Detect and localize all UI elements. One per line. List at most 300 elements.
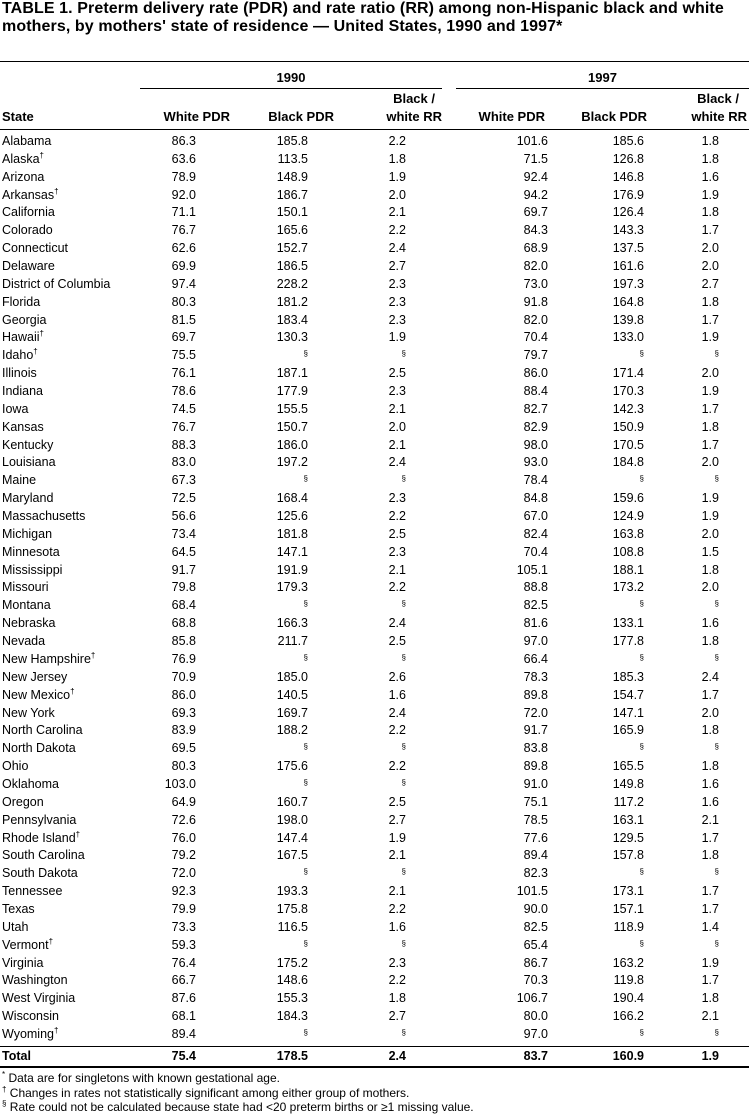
rr-1997-cell: 1.7 [701, 901, 719, 916]
white-pdr-1997-cell: 97.0 [523, 1026, 548, 1041]
state-name: District of Columbia [2, 276, 111, 291]
white-pdr-1997-cell: 67.0 [523, 509, 548, 524]
black-pdr-1990-cell: 186.5 [276, 259, 308, 274]
state-cell [2, 329, 44, 347]
state-name: New Mexico [2, 687, 71, 702]
white-pdr-1990-cell: 85.8 [171, 634, 196, 649]
white-pdr-1997-cell: 75.1 [523, 794, 548, 809]
black-pdr-1997-cell: 170.3 [612, 384, 644, 399]
table-row [0, 294, 749, 312]
state-cell [2, 740, 76, 758]
black-pdr-1990-cell: 167.5 [276, 848, 308, 863]
table-row [0, 329, 749, 347]
black-pdr-1990-cell: 140.5 [276, 687, 308, 702]
state-cell [2, 669, 67, 687]
black-pdr-1990-cell: 150.1 [276, 205, 308, 220]
white-pdr-1997-cell: 90.0 [523, 901, 548, 916]
state-name: Missouri [2, 580, 49, 595]
rr-1997-cell: 1.5 [701, 544, 719, 559]
table-row [0, 687, 749, 705]
black-pdr-1990-cell: 228.2 [276, 276, 308, 291]
footnote-mark: † [75, 829, 81, 839]
rr-1990-cell: 1.9 [388, 330, 406, 345]
rr-1990-cell: § [401, 742, 406, 752]
table-row [0, 419, 749, 437]
state-name: Delaware [2, 259, 55, 274]
white-pdr-1997-cell: 80.0 [523, 1009, 548, 1024]
state-name: Massachusetts [2, 509, 86, 524]
table-row [0, 490, 749, 508]
black-pdr-1997-cell: 139.8 [612, 312, 644, 327]
state-name: Tennessee [2, 884, 63, 899]
rr-1997-cell: 2.1 [701, 1009, 719, 1024]
state-name: New York [2, 705, 55, 720]
black-pdr-1997-cell: 142.3 [612, 401, 644, 416]
state-cell [2, 919, 28, 937]
black-pdr-1997-cell: 146.8 [612, 169, 644, 184]
rr-1997-cell: 1.8 [701, 562, 719, 577]
state-cell [2, 365, 37, 383]
rr-1990-cell: 2.3 [388, 544, 406, 559]
rr-1990-cell: 2.6 [388, 669, 406, 684]
white-pdr-1990-cell: 62.6 [171, 241, 196, 256]
white-pdr-1997-cell: 82.4 [523, 526, 548, 541]
rr-1990-cell: 2.2 [388, 759, 406, 774]
rr-1997-cell: 2.0 [701, 241, 719, 256]
white-pdr-1997-cell: 66.4 [523, 651, 548, 666]
state-cell [2, 794, 44, 812]
rr-1997-cell: 2.0 [701, 366, 719, 381]
white-pdr-1990-cell: 69.5 [171, 741, 196, 756]
rr-1997-cell: 1.9 [701, 509, 719, 524]
state-name: South Dakota [2, 866, 78, 881]
white-pdr-1990-cell: 89.4 [171, 1026, 196, 1041]
state-name: Florida [2, 294, 41, 309]
footnote-symbol: § [2, 1099, 7, 1108]
white-pdr-1997-cell: 91.7 [523, 723, 548, 738]
white-pdr-1997-cell: 82.0 [523, 312, 548, 327]
white-pdr-1990-cell: 73.3 [171, 919, 196, 934]
rr-1997-cell: 1.7 [701, 884, 719, 899]
state-name: Rhode Island [2, 830, 76, 845]
state-name: Utah [2, 919, 29, 934]
rr-1997-cell: 2.1 [701, 812, 719, 827]
state-cell [2, 651, 95, 669]
table-row [0, 312, 749, 330]
black-pdr-1990-cell: 191.9 [276, 562, 308, 577]
white-pdr-1997-cell: 81.6 [523, 616, 548, 631]
white-pdr-1990-cell: 76.7 [171, 223, 196, 238]
rr-1997-cell: 1.8 [701, 723, 719, 738]
black-pdr-1997-cell: 185.6 [612, 134, 644, 148]
white-pdr-1990-cell: 79.8 [171, 580, 196, 595]
white-pdr-1997-cell: 101.5 [516, 884, 548, 899]
white-pdr-1990-cell: 76.1 [171, 366, 196, 381]
header-1990-white-pdr: White PDR [163, 109, 230, 124]
table-row [0, 579, 749, 597]
black-pdr-1990-cell: 178.5 [276, 1048, 308, 1063]
rr-1990-cell: § [401, 652, 406, 662]
rr-1997-cell: 1.8 [701, 151, 719, 166]
state-name: Alabama [2, 134, 52, 148]
footnote-mark: † [33, 347, 38, 357]
rr-1997-cell: 1.9 [701, 955, 719, 970]
white-pdr-1990-cell: 64.5 [171, 544, 196, 559]
header-1997-black-pdr: Black PDR [581, 109, 647, 124]
black-pdr-1997-cell: § [639, 938, 644, 948]
black-pdr-1997-cell: 184.8 [612, 455, 644, 470]
rr-1997-cell: 2.4 [701, 669, 719, 684]
black-pdr-1990-cell: 188.2 [276, 723, 308, 738]
black-pdr-1990-cell: 147.1 [276, 544, 308, 559]
rr-1997-cell: 1.9 [701, 330, 719, 345]
black-pdr-1990-cell: § [303, 349, 308, 359]
table-row [0, 705, 749, 723]
state-cell [2, 240, 68, 258]
state-cell [2, 258, 55, 276]
table-body [0, 133, 749, 1066]
table-row [0, 847, 749, 865]
black-pdr-1990-cell: 165.6 [276, 223, 308, 238]
black-pdr-1997-cell: 117.2 [613, 794, 644, 809]
black-pdr-1997-cell: 157.1 [612, 901, 644, 916]
white-pdr-1990-cell: 73.4 [171, 526, 196, 541]
state-cell [2, 597, 51, 615]
black-pdr-1990-cell: 113.5 [277, 151, 308, 166]
state-cell [2, 633, 45, 651]
rr-1997-cell: § [714, 1027, 719, 1037]
bottom-rule [0, 1066, 749, 1068]
state-name: South Carolina [2, 848, 85, 863]
white-pdr-1997-cell: 88.4 [523, 384, 548, 399]
table-row [0, 883, 749, 901]
white-pdr-1990-cell: 68.4 [171, 598, 196, 613]
header-state: State [2, 109, 34, 124]
white-pdr-1997-cell: 73.0 [523, 276, 548, 291]
white-pdr-1997-cell: 94.2 [523, 187, 548, 202]
state-cell [2, 508, 85, 526]
state-cell [2, 722, 83, 740]
table-row [0, 865, 749, 883]
white-pdr-1997-cell: 77.6 [523, 830, 548, 845]
white-pdr-1990-cell: 78.6 [171, 384, 196, 399]
black-pdr-1990-cell: § [303, 1027, 308, 1037]
table-row [0, 240, 749, 258]
black-pdr-1997-cell: § [639, 474, 644, 484]
footnote [2, 1100, 474, 1115]
black-pdr-1997-cell: 161.6 [612, 259, 644, 274]
white-pdr-1997-cell: 70.3 [523, 973, 548, 988]
table-row [0, 258, 749, 276]
black-pdr-1990-cell: 185.8 [276, 134, 308, 148]
table-row [0, 204, 749, 222]
rr-1997-cell: 1.8 [701, 294, 719, 309]
black-pdr-1990-cell: 193.3 [276, 884, 308, 899]
group-1997-underline [456, 88, 749, 89]
white-pdr-1997-cell: 101.6 [516, 134, 548, 148]
black-pdr-1990-cell: 175.8 [276, 901, 308, 916]
rr-1997-cell: 1.9 [701, 1048, 719, 1063]
state-name: Georgia [2, 312, 47, 327]
black-pdr-1997-cell: § [639, 867, 644, 877]
white-pdr-1997-cell: 92.4 [523, 169, 548, 184]
rr-1997-cell: 1.9 [701, 384, 719, 399]
table-row [0, 740, 749, 758]
black-pdr-1997-cell: 124.9 [612, 509, 644, 524]
white-pdr-1990-cell: 75.5 [171, 348, 196, 363]
black-pdr-1997-cell: 171.4 [612, 366, 644, 381]
black-pdr-1990-cell: 197.2 [276, 455, 308, 470]
table-row [0, 169, 749, 187]
rr-1990-cell: 2.4 [388, 705, 406, 720]
black-pdr-1997-cell: 163.8 [612, 526, 644, 541]
table-row [0, 990, 749, 1008]
state-cell [2, 222, 53, 240]
table-total-row [0, 1048, 749, 1066]
state-name: Vermont [2, 937, 49, 952]
rr-1997-cell: 1.7 [701, 312, 719, 327]
rr-1997-cell: 1.9 [701, 187, 719, 202]
rr-1997-cell: 1.6 [701, 169, 719, 184]
white-pdr-1997-cell: 82.7 [523, 401, 548, 416]
rr-1990-cell: 1.8 [388, 991, 406, 1006]
black-pdr-1997-cell: 163.1 [612, 812, 644, 827]
black-pdr-1990-cell: 150.7 [276, 419, 308, 434]
black-pdr-1990-cell: 186.0 [276, 437, 308, 452]
footnote-text: Changes in rates not statistically significant among either group of mothers. [6, 1085, 410, 1100]
black-pdr-1997-cell: 166.2 [612, 1009, 644, 1024]
rr-1997-cell: 1.8 [701, 205, 719, 220]
rr-1990-cell: 1.6 [388, 919, 406, 934]
state-cell [2, 812, 76, 830]
state-name: Mississippi [2, 562, 63, 577]
header-1997-white-pdr: White PDR [478, 109, 545, 124]
white-pdr-1990-cell: 80.3 [171, 294, 196, 309]
black-pdr-1990-cell: 179.3 [276, 580, 308, 595]
state-name: Wisconsin [2, 1009, 59, 1024]
rr-1997-cell: 1.7 [701, 687, 719, 702]
rr-1990-cell: § [401, 1027, 406, 1037]
state-cell [2, 472, 36, 490]
black-pdr-1997-cell: 165.9 [612, 723, 644, 738]
black-pdr-1997-cell: § [639, 652, 644, 662]
black-pdr-1990-cell: 211.7 [277, 634, 308, 649]
rr-1990-cell: 2.2 [388, 134, 406, 148]
white-pdr-1990-cell: 69.3 [171, 705, 196, 720]
white-pdr-1997-cell: 78.4 [523, 473, 548, 488]
state-cell [2, 294, 40, 312]
state-name: Connecticut [2, 241, 69, 256]
rr-1990-cell: 2.7 [388, 259, 406, 274]
table-row [0, 955, 749, 973]
black-pdr-1997-cell: 160.9 [612, 1048, 644, 1063]
state-cell [2, 544, 60, 562]
table-row [0, 365, 749, 383]
table-row [0, 794, 749, 812]
rr-1990-cell: § [401, 474, 406, 484]
state-cell [2, 276, 110, 294]
table-row [0, 919, 749, 937]
rr-1990-cell: 2.1 [388, 437, 406, 452]
footnote-symbol: † [2, 1084, 7, 1094]
white-pdr-1997-cell: 98.0 [523, 437, 548, 452]
rr-1990-cell: 2.4 [388, 616, 406, 631]
top-rule [0, 61, 749, 62]
black-pdr-1997-cell: 188.1 [612, 562, 644, 577]
rr-1990-cell: § [401, 349, 406, 359]
table-row [0, 187, 749, 205]
black-pdr-1997-cell: 157.8 [612, 848, 644, 863]
rr-1997-cell: 2.0 [701, 259, 719, 274]
state-cell [2, 847, 85, 865]
black-pdr-1990-cell: § [303, 599, 308, 609]
state-name: Louisiana [2, 455, 56, 470]
black-pdr-1997-cell: 177.8 [612, 634, 644, 649]
rr-1990-cell: 2.2 [388, 901, 406, 916]
white-pdr-1990-cell: 79.2 [171, 848, 196, 863]
state-cell [2, 955, 43, 973]
state-name: Alaska [2, 151, 40, 166]
rr-1990-cell: 2.3 [388, 384, 406, 399]
table-row [0, 830, 749, 848]
state-cell [2, 758, 28, 776]
rr-1990-cell: § [401, 777, 406, 787]
state-name: Texas [2, 901, 35, 916]
state-cell [2, 972, 68, 990]
white-pdr-1997-cell: 89.4 [523, 848, 548, 863]
black-pdr-1997-cell: § [639, 349, 644, 359]
black-pdr-1990-cell: 168.4 [276, 491, 308, 506]
footnote-mark: † [54, 186, 59, 196]
rr-1990-cell: § [401, 938, 406, 948]
table-row [0, 937, 749, 955]
black-pdr-1997-cell: § [639, 599, 644, 609]
state-name: Michigan [2, 526, 53, 541]
table-row [0, 758, 749, 776]
white-pdr-1997-cell: 97.0 [523, 634, 548, 649]
black-pdr-1990-cell: § [303, 474, 308, 484]
black-pdr-1990-cell: 187.1 [276, 366, 308, 381]
white-pdr-1997-cell: 84.8 [523, 491, 548, 506]
black-pdr-1997-cell: 126.4 [612, 205, 644, 220]
rr-1997-cell: 1.8 [701, 634, 719, 649]
state-cell [2, 1008, 59, 1026]
rr-1990-cell: 2.0 [388, 187, 406, 202]
table-row [0, 347, 749, 365]
rr-1997-cell: 1.6 [701, 794, 719, 809]
black-pdr-1990-cell: 130.3 [276, 330, 308, 345]
white-pdr-1997-cell: 91.0 [523, 776, 548, 791]
black-pdr-1990-cell: 177.9 [276, 384, 308, 399]
black-pdr-1990-cell: § [303, 742, 308, 752]
black-pdr-1997-cell: 129.5 [612, 830, 644, 845]
black-pdr-1997-cell: 147.1 [612, 705, 644, 720]
state-name: North Carolina [2, 723, 83, 738]
white-pdr-1997-cell: 78.5 [523, 812, 548, 827]
black-pdr-1990-cell: 155.5 [276, 401, 308, 416]
white-pdr-1990-cell: 80.3 [171, 759, 196, 774]
rr-1997-cell: 2.7 [701, 276, 719, 291]
rr-1990-cell: 2.3 [388, 312, 406, 327]
white-pdr-1997-cell: 93.0 [523, 455, 548, 470]
rr-1990-cell: § [401, 599, 406, 609]
white-pdr-1990-cell: 103.0 [164, 776, 196, 791]
white-pdr-1997-cell: 84.3 [523, 223, 548, 238]
state-name: Washington [2, 973, 68, 988]
white-pdr-1990-cell: 70.9 [171, 669, 196, 684]
table-row [0, 472, 749, 490]
state-cell [2, 312, 46, 330]
table-row [0, 562, 749, 580]
rr-1997-cell: 1.6 [701, 616, 719, 631]
white-pdr-1997-cell: 69.7 [523, 205, 548, 220]
rr-1990-cell: 2.5 [388, 366, 406, 381]
group-1990-underline [140, 88, 442, 89]
header-1990-rr-line1: Black / [393, 91, 435, 106]
footnote-mark: † [90, 650, 96, 660]
footnote-mark: † [39, 329, 44, 339]
black-pdr-1990-cell: 148.6 [276, 973, 308, 988]
group-1997-label: 1997 [588, 70, 617, 85]
white-pdr-1990-cell: 69.9 [171, 259, 196, 274]
table-row [0, 597, 749, 615]
white-pdr-1990-cell: 92.3 [171, 884, 196, 899]
state-name: Hawaii [2, 330, 40, 345]
white-pdr-1990-cell: 86.0 [171, 687, 196, 702]
rr-1990-cell: 2.1 [388, 848, 406, 863]
black-pdr-1990-cell: 166.3 [276, 616, 308, 631]
state-name: Pennsylvania [2, 812, 77, 827]
black-pdr-1990-cell: 184.3 [276, 1009, 308, 1024]
header-1990-black-pdr: Black PDR [268, 109, 334, 124]
state-name: Idaho [2, 348, 34, 363]
white-pdr-1990-cell: 74.5 [171, 401, 196, 416]
state-name: New Jersey [2, 669, 68, 684]
rr-1990-cell: § [401, 867, 406, 877]
white-pdr-1997-cell: 91.8 [523, 294, 548, 309]
rr-1990-cell: 2.5 [388, 634, 406, 649]
state-name: New Hampshire [2, 651, 91, 666]
state-name: Virginia [2, 955, 44, 970]
white-pdr-1990-cell: 78.9 [171, 169, 196, 184]
rr-1990-cell: 1.9 [388, 830, 406, 845]
state-cell [2, 776, 59, 794]
table-row [0, 526, 749, 544]
white-pdr-1997-cell: 71.5 [523, 151, 548, 166]
rr-1997-cell: 1.8 [701, 848, 719, 863]
white-pdr-1997-cell: 78.3 [523, 669, 548, 684]
table-title: TABLE 1. Preterm delivery rate (PDR) and rate ratio (RR) among non-Hispanic black and white mothers, by mothers' state of residence — United States, 1990 and 1997* [2, 0, 724, 35]
white-pdr-1990-cell: 79.9 [171, 901, 196, 916]
white-pdr-1990-cell: 88.3 [171, 437, 196, 452]
white-pdr-1997-cell: 70.4 [523, 544, 548, 559]
table-row [0, 454, 749, 472]
white-pdr-1990-cell: 69.7 [171, 330, 196, 345]
white-pdr-1997-cell: 68.9 [523, 241, 548, 256]
state-cell [2, 490, 53, 508]
rr-1997-cell: § [714, 599, 719, 609]
white-pdr-1997-cell: 88.8 [523, 580, 548, 595]
black-pdr-1997-cell: 197.3 [612, 276, 644, 291]
rr-1990-cell: 1.8 [388, 151, 406, 166]
rr-1997-cell: 1.7 [701, 401, 719, 416]
black-pdr-1997-cell: 133.1 [612, 616, 644, 631]
black-pdr-1997-cell: 170.5 [612, 437, 644, 452]
rr-1997-cell: § [714, 349, 719, 359]
black-pdr-1990-cell: 198.0 [276, 812, 308, 827]
rr-1990-cell: 2.2 [388, 973, 406, 988]
footnotes [2, 1071, 474, 1115]
